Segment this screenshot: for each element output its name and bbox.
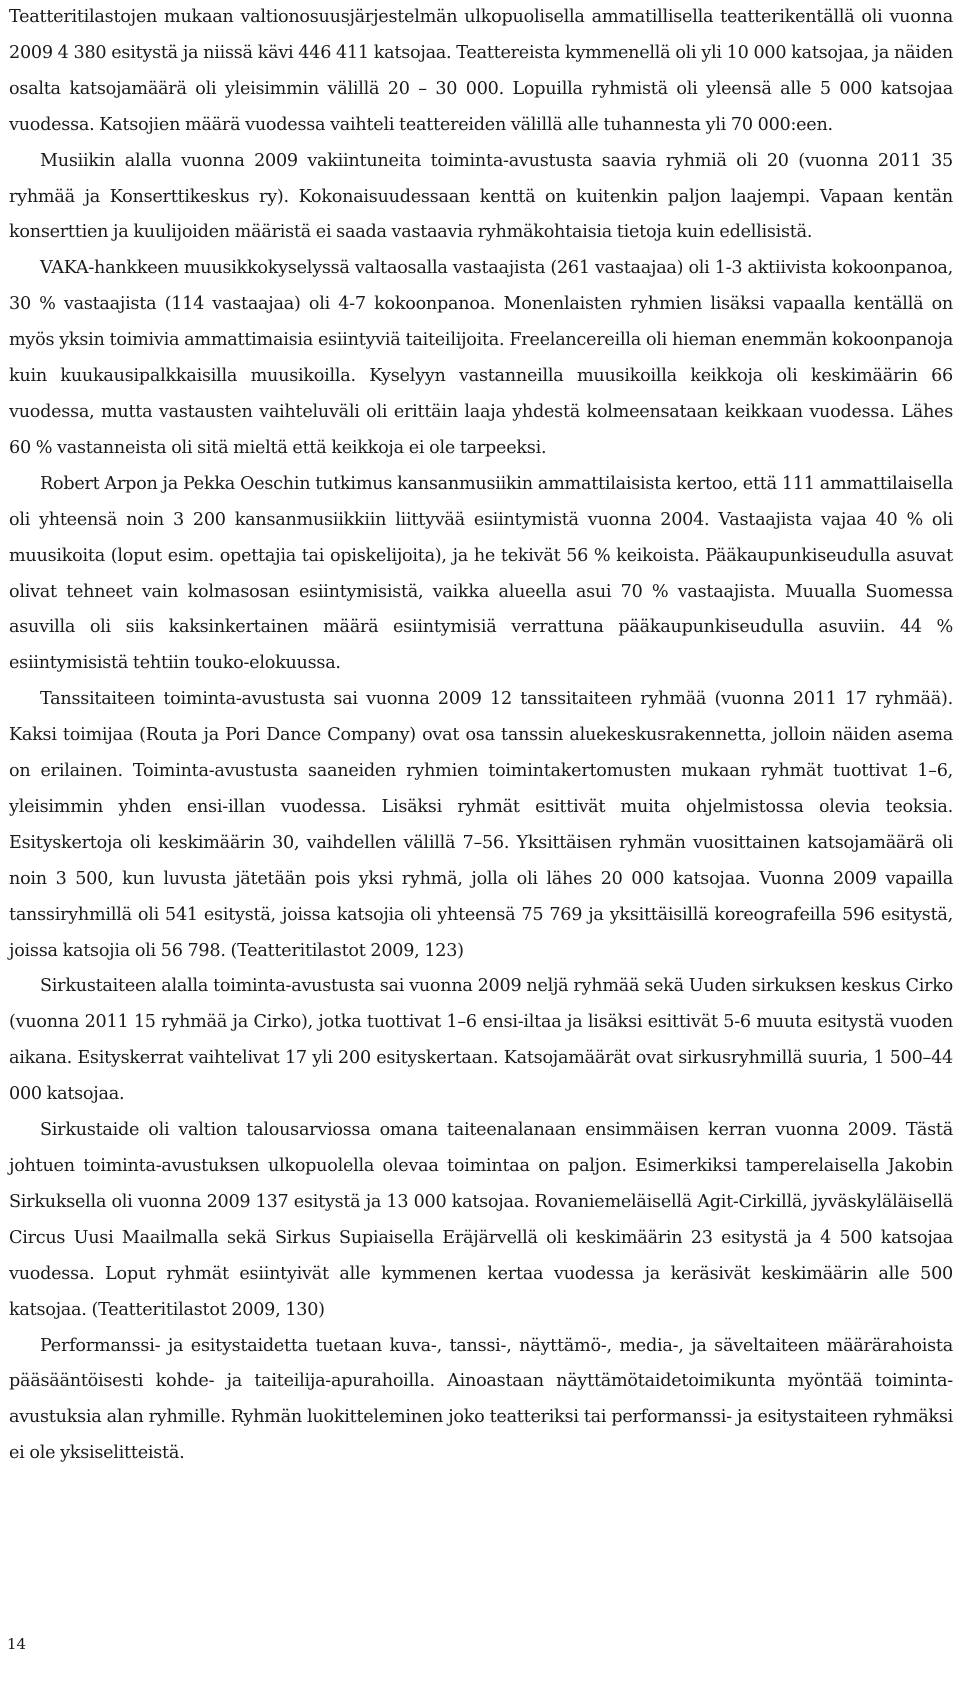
paragraph-circus-budget: Sirkustaide oli valtion talousarviossa omana taiteenalanaan ensimmäisen kerran vuonna 2009. Tästä johtuen toiminta-avustuksen ulkopuolella olevaa toimintaa on paljon. Esimerkiksi tamperelaisella Jakobin Sirkuksella oli vuonna 2009 137 esitystä ja 13 000 katsojaa. Rovaniemeläisellä Agit-Cirkillä, jyväskyläläisellä Circus Uusi Maailmalla sekä Sirkus Supiaisella Eräjärvellä oli keskimäärin 23 esitystä ja 4 500 katsojaa vuodessa. Loput ryhmät esiintyivät alle kymmenen kertaa vuodessa ja keräsivät keskimäärin alle 500 katsojaa. (Teatteritilastot 2009, 130) — [9, 1120, 953, 1320]
page-number: 14 — [7, 1635, 27, 1653]
body-text — [9, 0, 953, 1472]
paragraph-vaka-survey: VAKA-hankkeen muusikkokyselyssä valtaosalla vastaajista (261 vastaajaa) oli 1-3 aktiivista kokoonpanoa, 30 % vastaajista (114 vastaajaa) oli 4-7 kokoonpanoa. Monenlaisten ryhmien lisäksi vapaalla kentällä on myös yksin toimivia ammattimaisia esiintyviä taiteilijoita. Freelancereilla oli hieman enemmän kokoonpanoja kuin kuukausipalkkaisilla muusikoilla. Kyselyyn vastanneilla muusikoilla keikkoja oli keskimäärin 66 vuodessa, mutta vastausten vaihteluväli oli erittäin laaja yhdestä kolmeensataan keikkaan vuodessa. Lähes 60 % vastanneista oli sitä mieltä että keikkoja ei ole tarpeeksi. — [9, 258, 953, 458]
paragraph-performance-art: Performanssi- ja esitystaidetta tuetaan kuva-, tanssi-, näyttämö-, media-, ja säveltaiteen määrärahoista pääsääntöisesti kohde- ja taiteilija-apurahoilla. Ainoastaan näyttämötaidetoimikunta myöntää toiminta-avustuksia alan ryhmille. Ryhmän luokitteleminen joko teatteriksi tai performanssi- ja esitystaiteen ryhmäksi ei ole yksiselitteistä. — [9, 1335, 953, 1464]
paragraph-dance: Tanssitaiteen toiminta-avustusta sai vuonna 2009 12 tanssitaiteen ryhmää (vuonna 2011 17 ryhmää). Kaksi toimijaa (Routa ja Pori Dance Company) ovat osa tanssin aluekeskusrakennetta, jolloin näiden asema on erilainen. Toiminta-avustusta saaneiden ryhmien toimintakertomusten mukaan ryhmät tuottivat 1–6, yleisimmin yhden ensi-illan vuodessa. Lisäksi ryhmät esittivät muita ohjelmistossa olevia teoksia. Esityskertoja oli keskimäärin 30, vaihdellen välillä 7–56. Yksittäisen ryhmän vuosittainen katsojamäärä oli noin 3 500, kun luvusta jätetään pois yksi ryhmä, jolla oli lähes 20 000 katsojaa. Vuonna 2009 vapailla tanssiryhmillä oli 541 esitystä, joissa katsojia oli yhteensä 75 769 ja yksittäisillä koreografeilla 596 esitystä, joissa katsojia oli 56 798. (Teatteritilastot 2009, 123) — [9, 689, 953, 961]
paragraph-theatre-stats: Teatteritilastojen mukaan valtionosuusjärjestelmän ulkopuolisella ammatillisella teatterikentällä oli vuonna 2009 4 380 esitystä ja niissä kävi 446 411 katsojaa. Teattereista kymmenellä oli yli 10 000 katsojaa, ja näiden osalta katsojamäärä oli yleisimmin välillä 20 – 30 000. Lopuilla ryhmistä oli yleensä alle 5 000 katsojaa vuodessa. Katsojien määrä vuodessa vaihteli teattereiden välillä alle tuhannesta yli 70 000:een. — [9, 7, 953, 135]
paragraph-folk-music-study: Robert Arpon ja Pekka Oeschin tutkimus kansanmusiikin ammattilaisista kertoo, että 111 ammattilaisella oli yhteensä noin 3 200 kansanmusiikkiin liittyvää esiintymistä vuonna 2004. Vastaajista vajaa 40 % oli muusikoita (loput esim. opettajia tai opiskelijoita), ja he tekivät 56 % keikoista. Pääkaupunkiseudulla asuvat olivat tehneet vain kolmasosan esiintymisistä, vaikka alueella asui 70 % vastaajista. Muualla Suomessa asuvilla oli siis kaksinkertainen määrä esiintymisiä verrattuna pääkaupunkiseudulla asuviin. 44 % esiintymisistä tehtiin touko-elokuussa. — [9, 473, 953, 674]
paragraph-music-groups: Musiikin alalla vuonna 2009 vakiintuneita toiminta-avustusta saavia ryhmiä oli 20 (vuonna 2011 35 ryhmää ja Konserttikeskus ry). Kokonaisuudessaan kenttä on kuitenkin paljon laajempi. Vapaan kentän konserttien ja kuulijoiden määristä ei saada vastaavia ryhmäkohtaisia tietoja kuin edellisistä. — [9, 150, 953, 243]
paragraph-circus-grants: Sirkustaiteen alalla toiminta-avustusta sai vuonna 2009 neljä ryhmää sekä Uuden sirkuksen keskus Cirko (vuonna 2011 15 ryhmää ja Cirko), jotka tuottivat 1–6 ensi-iltaa ja lisäksi esittivät 5-6 muuta esitystä vuoden aikana. Esityskerrat vaihtelivat 17 yli 200 esityskertaan. Katsojamäärät ovat sirkusryhmillä suuria, 1 500–44 000 katsojaa. — [9, 976, 953, 1105]
